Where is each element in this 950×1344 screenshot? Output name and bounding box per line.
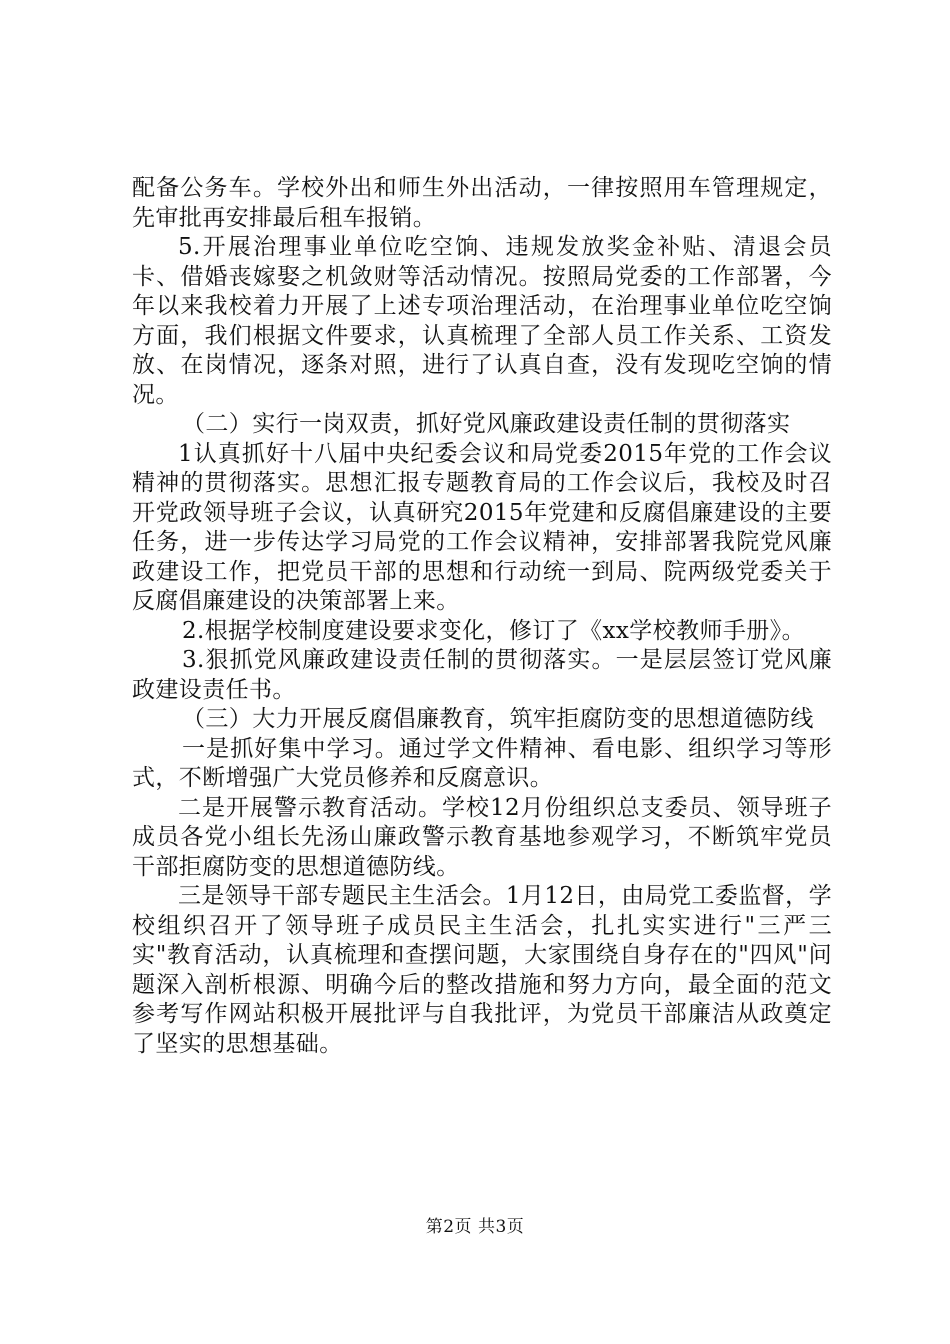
- paragraph-item-1: 1认真抓好十八届中央纪委会议和局党委2015年党的工作会议精神的贯彻落实。思想汇报专题教育局的工作会议后，我校及时召开党政领导班子会议，认真研究2015年党建和反腐倡廉建设的主要任务，进一步传达学习局党的工作会议精神，安排部署我院党风廉政建设工作，把党员干部的思想和行动统一到局、院两级党委关于反腐倡廉建设的决策部署上来。: [132, 440, 832, 614]
- paragraph-study: 一是抓好集中学习。通过学文件精神、看电影、组织学习等形式，不断增强广大党员修养和反腐意识。: [132, 735, 832, 791]
- paragraph-vehicle-rules: 配备公务车。学校外出和师生外出活动，一律按照用车管理规定，先审批再安排最后租车报销。: [132, 175, 832, 231]
- paragraph-democratic-life: 三是领导干部专题民主生活会。1月12日，由局党工委监督，学校组织召开了领导班子成员民主生活会，扎扎实实进行"三严三实"教育活动，认真梳理和查摆问题，大家围绕自身存在的"四风"问题深入剖析根源、明确今后的整改措施和努力方向，最全面的范文参考写作网站积极开展批评与自我批评，为党员干部廉洁从政奠定了坚实的思想基础。: [132, 883, 832, 1057]
- page-number-footer: 第2页 共3页: [425, 1217, 525, 1237]
- paragraph-item-5: 5.开展治理事业单位吃空饷、违规发放奖金补贴、清退会员卡、借婚丧嫁娶之机敛财等活动情况。按照局党委的工作部署，今年以来我校着力开展了上述专项治理活动，在治理事业单位吃空饷方面，我们根据文件要求，认真梳理了全部人员工作关系、工资发放、在岗情况，逐条对照，进行了认真自查，没有发现吃空饷的情况。: [132, 234, 832, 408]
- document-body: [132, 174, 832, 1059]
- paragraph-item-3: 3.狠抓党风廉政建设责任制的贯彻落实。一是层层签订党风廉政建设责任书。: [132, 647, 832, 703]
- paragraph-item-2: 2.根据学校制度建设要求变化，修订了《xx学校教师手册》。: [182, 617, 805, 644]
- section-heading-3: （三）大力开展反腐倡廉教育，筑牢拒腐防变的思想道德防线: [182, 706, 814, 732]
- paragraph-warning-education: 二是开展警示教育活动。学校12月份组织总支委员、领导班子成员各党小组长先汤山廉政警示教育基地参观学习，不断筑牢党员干部拒腐防变的思想道德防线。: [132, 794, 832, 880]
- section-heading-2: （二）实行一岗双责，抓好党风廉政建设责任制的贯彻落实: [182, 411, 791, 437]
